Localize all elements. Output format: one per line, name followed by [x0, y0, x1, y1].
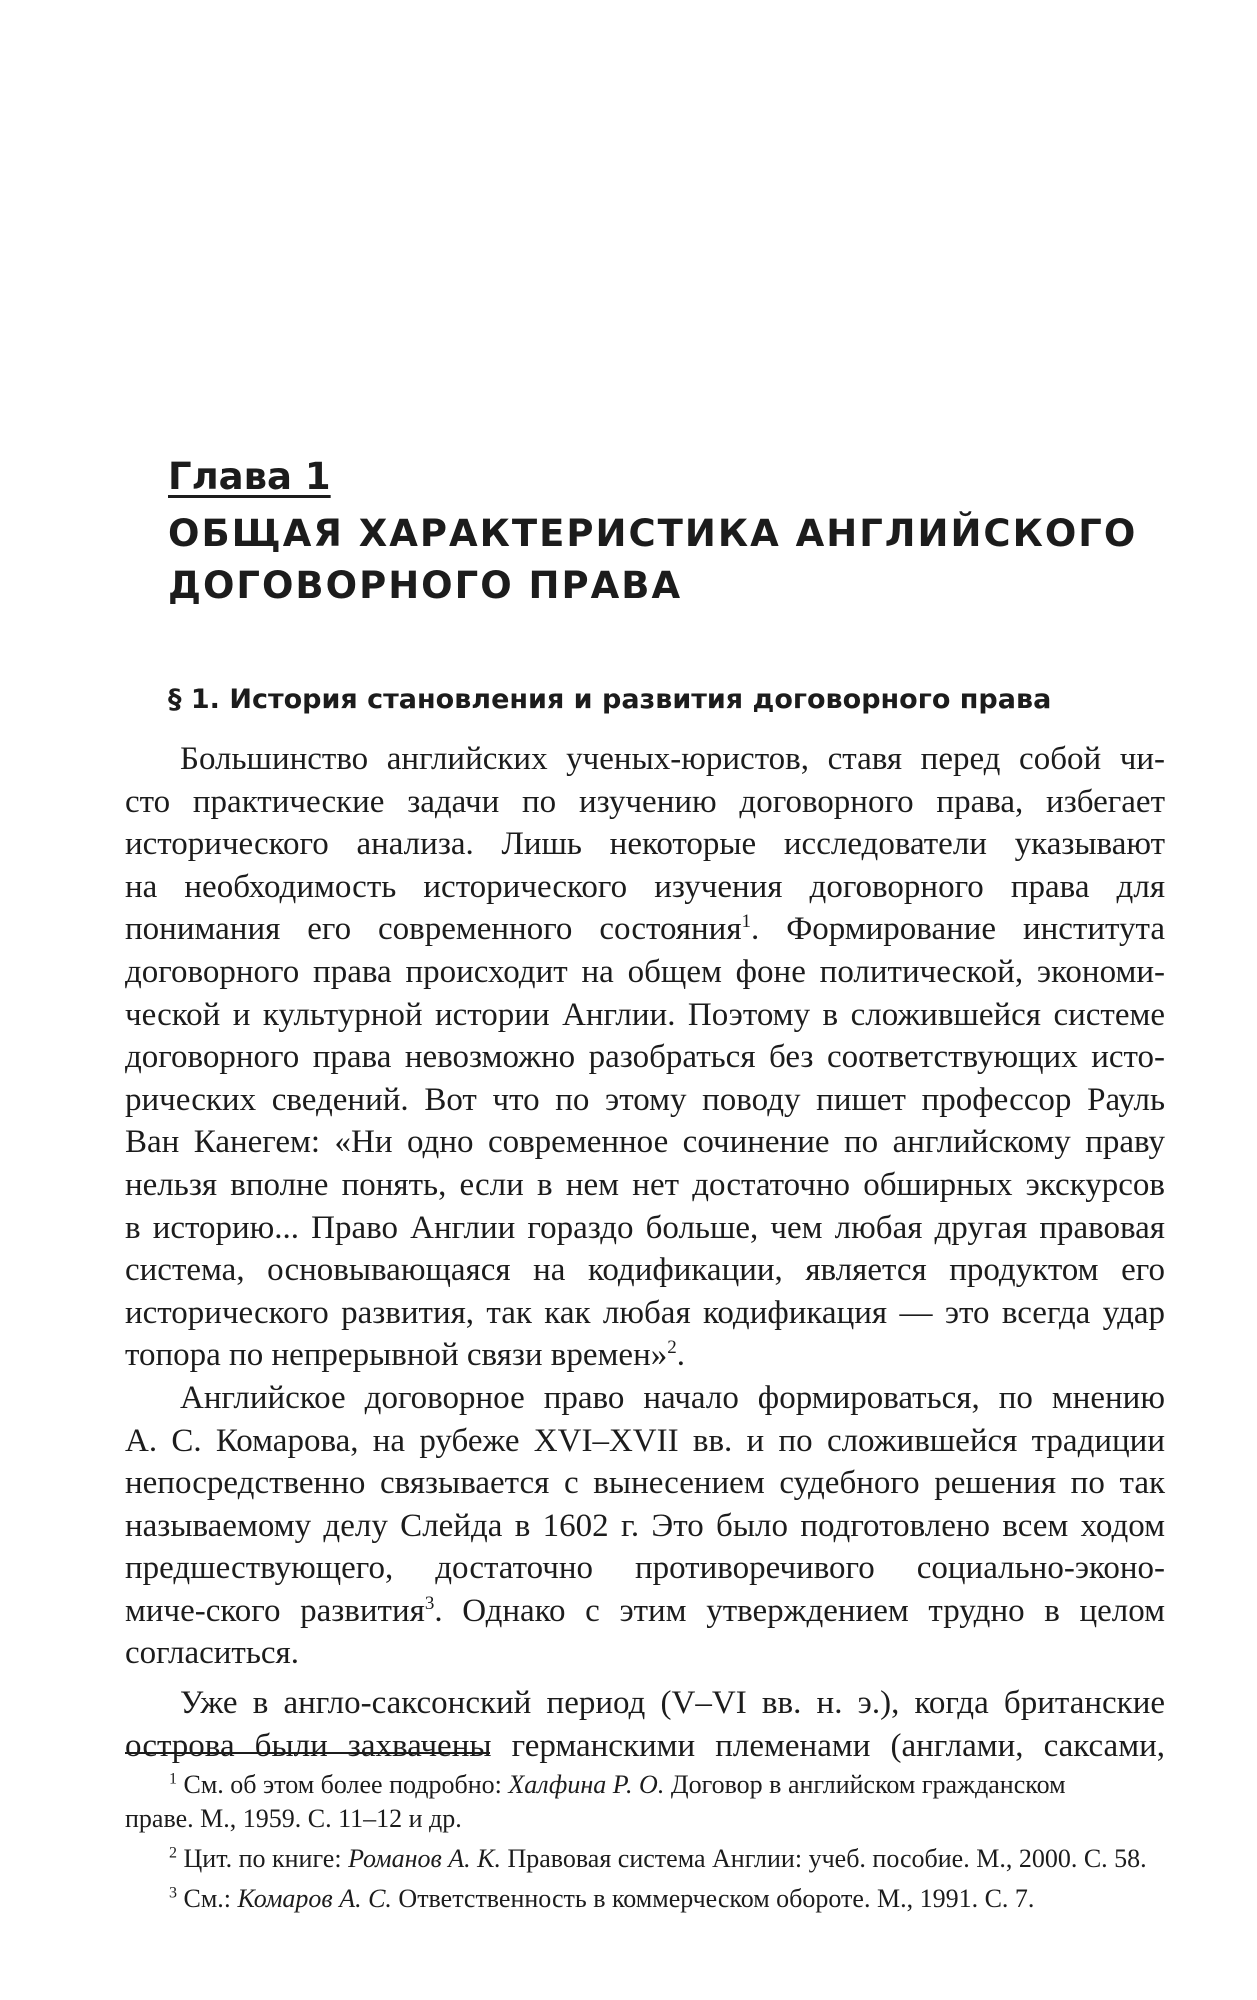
footnotes: [125, 1768, 1165, 1916]
footnote-text: Цит. по книге:: [183, 1844, 349, 1873]
section-title: § 1. История становления и развития договорного права: [168, 684, 1052, 715]
footnote-mark: 3: [169, 1884, 177, 1902]
footnote-author: Романов А. К.: [348, 1844, 501, 1873]
footnote-3: [125, 1882, 1165, 1916]
text-line: [125, 1334, 1165, 1377]
footnote-text: Ответственность в коммерческом обороте. М., 1991. С. 7.: [391, 1884, 1035, 1913]
text-line: договорного права происходит на общем фоне политической, экономи-: [125, 953, 1165, 990]
footnote-author: Халфина Р. О.: [508, 1770, 665, 1799]
text-line: сто практические задачи по изучению договорного права, избегает: [125, 783, 1165, 820]
footnote-text: См. об этом более подробно:: [183, 1770, 509, 1799]
text-line: рических сведений. Вот что по этому поводу пишет профессор Рауль: [125, 1081, 1165, 1118]
text-line: система, основывающаяся на кодификации, является продуктом его: [125, 1252, 1165, 1289]
text-line: называемому делу Слейда в 1602 г. Это было подготовлено всем ходом: [125, 1507, 1165, 1544]
footnote-text: См.:: [183, 1884, 238, 1913]
footnote-1-cont: праве. М., 1959. С. 11–12 и др.: [125, 1804, 462, 1833]
text-line: договорного права невозможно разобраться без соответствующих исто-: [125, 1039, 1165, 1076]
text-line: Большинство английских ученых-юристов, ставя перед собой чи-: [180, 741, 1165, 777]
chapter-title-line: ДОГОВОРНОГО ПРАВА: [168, 564, 683, 607]
footnote-divider: [125, 1752, 490, 1754]
footnote-text: Договор в английском гражданском: [664, 1770, 1066, 1799]
text-line: в историю... Право Англии гораздо больше, чем любая другая правовая: [125, 1209, 1165, 1246]
footnote-1: [125, 1768, 1165, 1802]
text-line: Ван Канегем: «Ни одно современное сочинение по английскому праву: [125, 1124, 1165, 1161]
chapter-title: [168, 508, 1138, 612]
text-fragment: .: [676, 1337, 685, 1374]
footnote-text: Правовая система Англии: учеб. пособие. М., 2000. С. 58.: [500, 1844, 1147, 1873]
body-text: [125, 738, 1165, 1767]
footnote-ref[interactable]: 1: [741, 911, 752, 933]
text-line: согласиться.: [125, 1635, 299, 1672]
footnote-mark: 1: [169, 1770, 177, 1788]
text-line: [125, 908, 1165, 951]
text-line: [125, 1590, 1165, 1633]
text-line: исторического анализа. Лишь некоторые исследователи указывают: [125, 826, 1165, 863]
footnote-2: [125, 1842, 1165, 1876]
text-line: предшествующего, достаточно противоречивого социально-эконо-: [125, 1550, 1165, 1587]
text-line: исторического развития, так как любая кодификация — это всегда удар: [125, 1294, 1165, 1331]
footnote-mark: 2: [169, 1844, 177, 1862]
text-fragment: топора по непрерывной связи времен»: [125, 1337, 668, 1374]
chapter-label: Глава 1: [168, 455, 331, 498]
text-line: нельзя вполне понять, если в нем нет достаточно обширных экскурсов: [125, 1166, 1165, 1203]
text-line: на необходимость исторического изучения договорного права для: [125, 868, 1165, 905]
text-fragment: миче-ского развития: [125, 1592, 425, 1629]
text-fragment: . Формирование института: [751, 911, 1165, 948]
text-line: ческой и культурной истории Англии. Поэтому в сложившейся системе: [125, 996, 1165, 1033]
text-fragment: понимания его современного состояния: [125, 911, 742, 948]
footnote-ref[interactable]: 2: [667, 1337, 677, 1359]
text-line: непосредственно связывается с вынесением судебного решения по так: [125, 1465, 1165, 1502]
chapter-title-line: ОБЩАЯ ХАРАКТЕРИСТИКА АНГЛИЙСКОГО: [168, 512, 1138, 555]
text-line: острова были захвачены германскими племенами (англами, саксами,: [125, 1727, 1165, 1764]
text-fragment: . Однако с этим утверждением трудно в целом: [434, 1592, 1165, 1629]
text-line: Английское договорное право начало формироваться, по мнению: [180, 1379, 1165, 1416]
footnote-ref[interactable]: 3: [424, 1592, 435, 1614]
footnote-author: Комаров А. С.: [237, 1884, 392, 1913]
text-line: Уже в англо-саксонский период (V–VI вв. н. э.), когда британские: [180, 1685, 1165, 1722]
text-line: А. С. Комарова, на рубеже XVI–XVII вв. и по сложившейся традиции: [125, 1422, 1165, 1459]
paragraph-gap: [125, 1675, 1165, 1682]
